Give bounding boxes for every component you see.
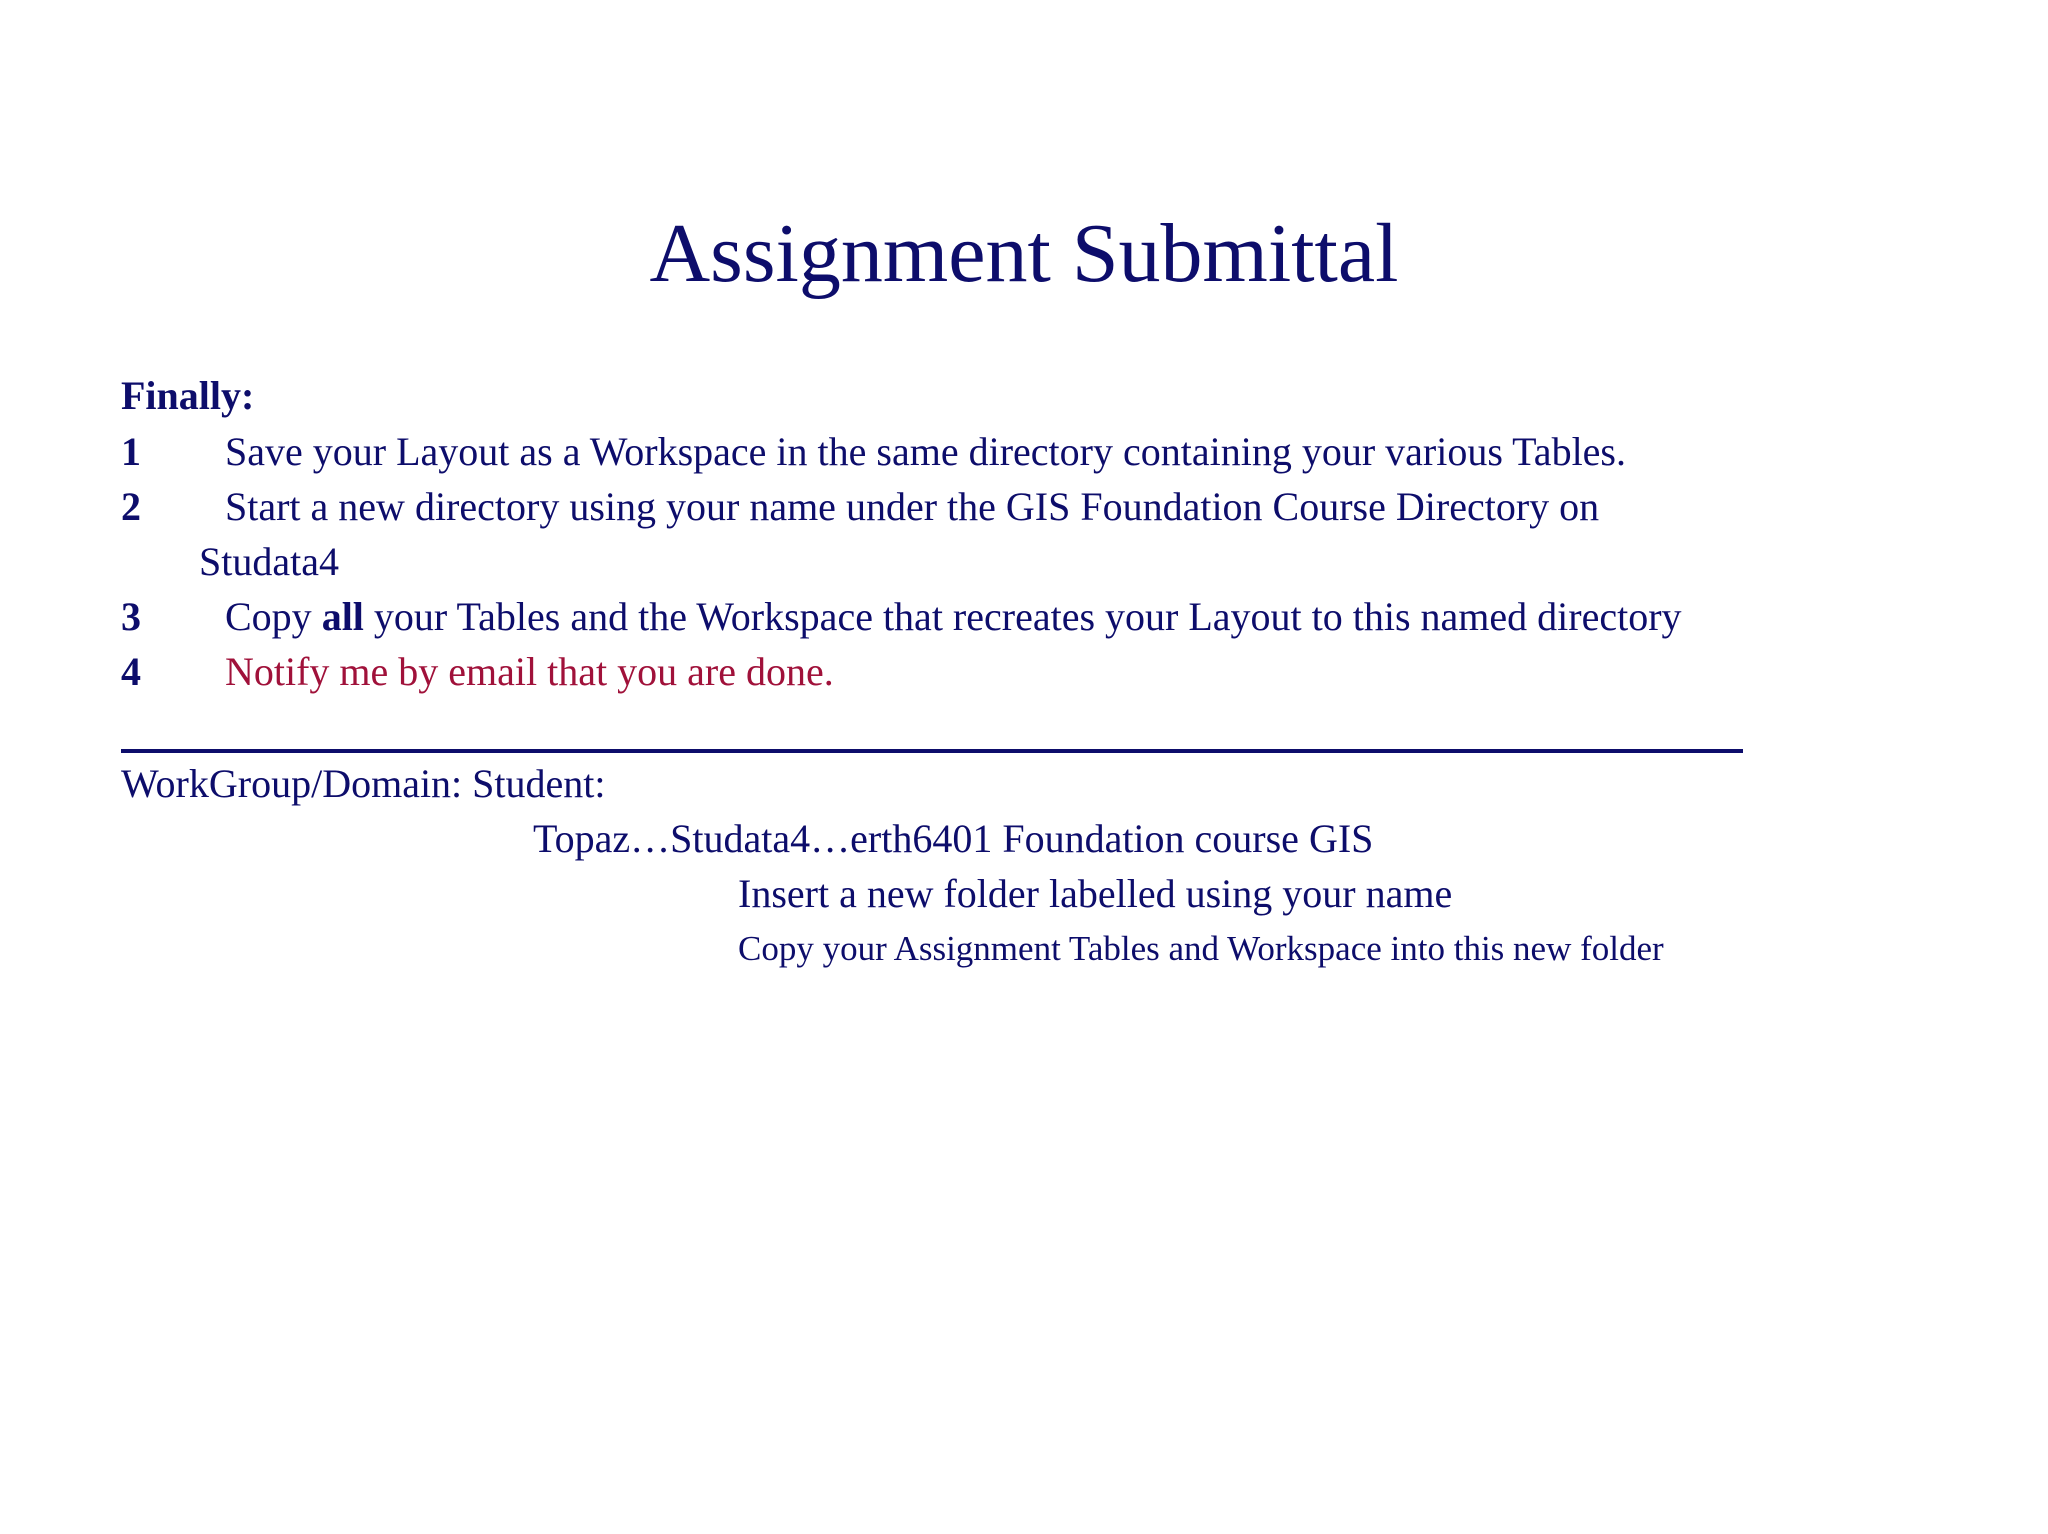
step-2	[121, 479, 1981, 589]
step-number: 2	[121, 484, 141, 529]
finally-heading: Finally:	[121, 373, 255, 418]
path-directory: Topaz…Studata4…erth6401 Foundation course GIS	[533, 816, 1374, 861]
step-text: Notify me by email that you are done.	[225, 649, 834, 694]
step-3	[121, 589, 1981, 644]
step-1	[121, 424, 1981, 479]
step-text-before: Copy	[225, 594, 322, 639]
slide-title: Assignment Submittal	[649, 207, 1399, 301]
step-text-after: your Tables and the Workspace that recreates your Layout to this named directory	[363, 594, 1682, 639]
step-text: Save your Layout as a Workspace in the same directory containing your various Tables.	[225, 429, 1626, 474]
step-number: 4	[121, 649, 141, 694]
step-text-emphasis: all	[321, 594, 364, 639]
step-text	[121, 589, 1981, 644]
path-new-folder: Insert a new folder labelled using your name	[738, 871, 1453, 916]
path-workgroup: WorkGroup/Domain: Student:	[121, 761, 606, 806]
slide-body	[121, 368, 1981, 699]
step-text: Start a new directory using your name under the GIS Foundation Course Directory on	[225, 484, 1600, 529]
step-text-continuation: Studata4	[199, 539, 339, 584]
step-4	[121, 644, 1981, 699]
step-number: 3	[121, 594, 141, 639]
path-copy-instruction: Copy your Assignment Tables and Workspace into this new folder	[738, 929, 1664, 968]
divider-line	[121, 749, 1743, 753]
step-number: 1	[121, 429, 141, 474]
